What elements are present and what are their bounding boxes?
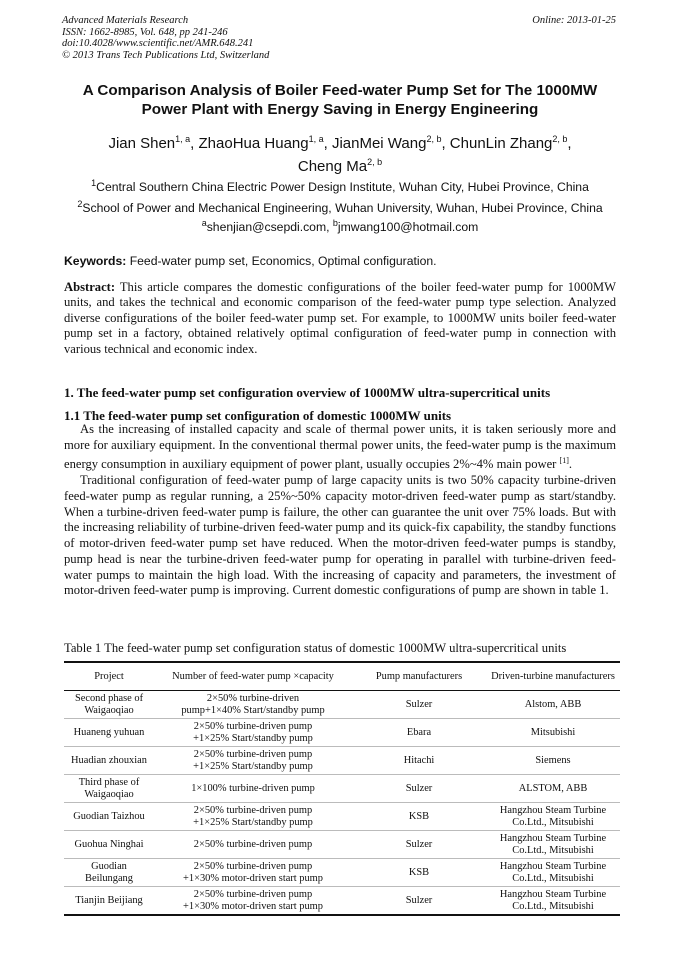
author: Cheng Ma <box>297 158 368 175</box>
online-date: Online: 2013-01-25 <box>532 15 616 26</box>
author-list <box>40 130 640 176</box>
table-cell: 2×50% turbine-driven pump +1×25% Start/standby pump <box>154 747 352 775</box>
paragraph <box>64 422 616 473</box>
author-sep: , <box>323 135 332 152</box>
table-row <box>64 719 620 747</box>
table-cell: Guohua Ninghai <box>64 831 154 859</box>
table-row <box>64 775 620 803</box>
table-cell: Third phase of Waigaoqiao <box>64 775 154 803</box>
section-heading: 1. The feed-water pump set configuration overview of 1000MW ultra-supercritical units <box>64 385 551 400</box>
author: JianMei Wang <box>331 135 427 152</box>
table-cell: Guodian Beilungang <box>64 859 154 887</box>
data-table <box>64 661 620 916</box>
affiliation-text: Central Southern China Electric Power Design Institute, Wuhan City, Hubei Province, China <box>96 180 589 195</box>
affiliation-sup: 2 <box>77 199 83 209</box>
table-cell: Sulzer <box>352 775 486 803</box>
abstract-text: This article compares the domestic configurations of the boiler feed-water pump for 1000MW units, and takes the technical and economic comparison of the feed-water pump type selection. Analyzed diverse configurations of the boiler feed-water pump set. For example, to 1000MW units boiler feed-water pump set in a factory, obtained relatively optimal configuration of feed-water pump in connection with various technical and economic index. <box>64 280 617 356</box>
author-emails <box>40 218 640 234</box>
table-cell: 1×100% turbine-driven pump <box>154 775 352 803</box>
affiliation-sup: 1 <box>91 178 97 188</box>
author-sep: , <box>441 135 450 152</box>
table-header-row <box>64 662 620 691</box>
table-cell: 2×50% turbine-driven pump <box>154 831 352 859</box>
author-sep: , <box>190 135 199 152</box>
paper-title <box>40 81 640 119</box>
paragraph: Traditional configuration of feed-water pump of large capacity units is two 50% capacity turbine-driven feed-water pump as regular running, a 25%~50% capacity motor-driven feed-water pump as start/standby. When a turbine-driven feed-water pump is failure, the other can guarantee the unit over 75% loads. But with the increasing reliability of turbine-driven feed-water pump and its quick-fix capability, the standby functions of motor-driven feed-water pump set have reduced. When the motor-driven feed-water pumps is standby, pump head is near the turbine-driven feed-water pump for operating in parallel with turbine-driven feed-water pumps to maintain the high load. With the increasing of capacity and parameters, the investment of motor-driven feed-water pump is improving. Current domestic configurations of pump are shown in table 1. <box>64 473 616 598</box>
table-cell: Huaneng yuhuan <box>64 719 154 747</box>
title-line-1: A Comparison Analysis of Boiler Feed-water Pump Set for The 1000MW <box>82 82 598 99</box>
table-cell: KSB <box>352 859 486 887</box>
table-cell: Hangzhou Steam Turbine Co.Ltd., Mitsubishi <box>486 803 620 831</box>
table-row <box>64 691 620 719</box>
email: shenjian@csepdi.com, <box>206 220 333 235</box>
citation: [1] <box>559 456 569 466</box>
table-cell: Siemens <box>486 747 620 775</box>
table-cell: Hitachi <box>352 747 486 775</box>
author: ZhaoHua Huang <box>198 135 309 152</box>
paragraph-end: . <box>568 457 573 472</box>
table-cell: ALSTOM, ABB <box>486 775 620 803</box>
table-cell: Sulzer <box>352 691 486 719</box>
affiliation-1 <box>40 176 640 194</box>
copyright: © 2013 Trans Tech Publications Ltd, Switzerland <box>62 49 270 61</box>
author-affil-sup: 1, a <box>308 134 324 144</box>
table-cell: Hangzhou Steam Turbine Co.Ltd., Mitsubishi <box>486 887 620 916</box>
table-cell: Guodian Taizhou <box>64 803 154 831</box>
table-cell: KSB <box>352 803 486 831</box>
abstract <box>64 280 616 357</box>
email-sup: a <box>201 218 207 228</box>
affiliation-2 <box>40 197 640 215</box>
table-cell: Hangzhou Steam Turbine Co.Ltd., Mitsubishi <box>486 831 620 859</box>
author-affil-sup: 2, b <box>426 134 442 144</box>
abstract-label: Abstract: <box>64 280 116 294</box>
author: ChunLin Zhang <box>449 135 553 152</box>
table-cell: Second phase of Waigaoqiao <box>64 691 154 719</box>
table-row <box>64 859 620 887</box>
table-cell: Alstom, ABB <box>486 691 620 719</box>
column-header: Project <box>64 662 154 691</box>
table-caption: Table 1 The feed-water pump set configuration status of domestic 1000MW ultra-supercritical units <box>64 641 567 655</box>
table-cell: Ebara <box>352 719 486 747</box>
journal-name: Advanced Materials Research <box>62 15 189 26</box>
table-cell: Sulzer <box>352 831 486 859</box>
table-cell: Sulzer <box>352 887 486 916</box>
paragraph-text: As the increasing of installed capacity and scale of thermal power units, it is taken seriously more and more for auxiliary equipment. In the conventional thermal power units, the feed-water pump is the maximum energy consumption in auxiliary equipment of power plant, usually occupies 2%~4% main power <box>64 422 616 472</box>
table-row <box>64 747 620 775</box>
column-header: Number of feed-water pump ×capacity <box>154 662 352 691</box>
author: Jian Shen <box>108 135 176 152</box>
table-cell: 2×50% turbine-driven pump +1×25% Start/standby pump <box>154 803 352 831</box>
table-row <box>64 803 620 831</box>
table-cell: 2×50% turbine-driven pump +1×30% motor-driven start pump <box>154 859 352 887</box>
author-affil-sup: 2, b <box>552 134 568 144</box>
table-cell: 2×50% turbine-driven pump +1×30% motor-driven start pump <box>154 887 352 916</box>
column-header: Driven-turbine manufacturers <box>486 662 620 691</box>
table-cell: Tianjin Beijiang <box>64 887 154 916</box>
journal-header <box>62 15 616 61</box>
title-line-2: Power Plant with Energy Saving in Energy Engineering <box>141 101 539 118</box>
subsection-heading: 1.1 The feed-water pump set configuration of domestic 1000MW units <box>64 408 452 423</box>
table-cell: 2×50% turbine-driven pump +1×25% Start/standby pump <box>154 719 352 747</box>
keywords-text: Feed-water pump set, Economics, Optimal configuration. <box>129 254 437 268</box>
table-cell: Hangzhou Steam Turbine Co.Ltd., Mitsubishi <box>486 859 620 887</box>
issn: ISSN: 1662-8985, Vol. 648, pp 241-246 <box>62 26 228 38</box>
author-affil-sup: 2, b <box>367 157 383 167</box>
table-cell: Mitsubishi <box>486 719 620 747</box>
table-cell: Huadian zhouxian <box>64 747 154 775</box>
author-affil-sup: 1, a <box>175 134 191 144</box>
table-row <box>64 831 620 859</box>
email: jmwang100@hotmail.com <box>337 220 479 235</box>
affiliation-text: School of Power and Mechanical Engineering, Wuhan University, Wuhan, Hubei Province, China <box>82 201 603 216</box>
body-text <box>64 422 616 599</box>
email-sup: b <box>332 218 338 228</box>
keywords <box>64 254 616 268</box>
doi: doi:10.4028/www.scientific.net/AMR.648.241 <box>62 38 254 49</box>
column-header: Pump manufacturers <box>352 662 486 691</box>
table-cell: 2×50% turbine-driven pump+1×40% Start/standby pump <box>154 691 352 719</box>
table-row <box>64 887 620 916</box>
keywords-label: Keywords: <box>64 254 127 268</box>
author-sep: , <box>567 135 572 152</box>
